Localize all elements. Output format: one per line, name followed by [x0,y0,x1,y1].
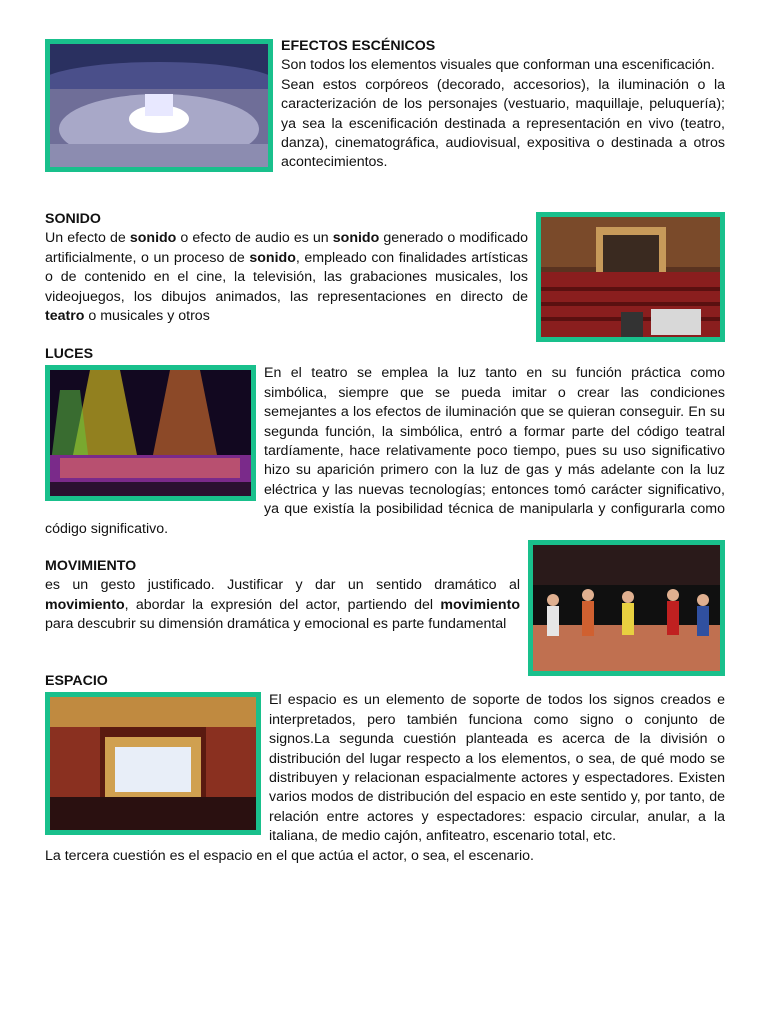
theater-hall-image [536,212,725,342]
movimiento-bold-2: movimiento [440,596,520,613]
movimiento-text-3: para descubrir su dimensión dramática y emocional es parte fundamental [45,616,507,633]
section-efectos [45,37,725,173]
luces-title: LUCES [45,346,94,362]
sonido-text-2: o efecto de audio es un [176,230,333,247]
stage-lights-image [45,365,256,501]
sonido-text-4: , empleado con finalidades artísticas o de contenido en el cine, la televisión, las grabaciones musicales, los videojuegos, los dibujos animados, las representaciones en directo de [45,249,528,305]
section-movimiento [45,557,725,676]
sonido-text-1: Un efecto de [45,230,130,247]
stadium-concert-image [45,39,273,172]
sonido-text-5: o musicales y otros [84,308,210,325]
sonido-bold-4: teatro [45,308,85,325]
sonido-text-3: generado o modificado artificialmente, o un proceso de [45,230,528,266]
luces-paragraph: En el teatro se emplea la luz tanto en su función práctica como simbólica, siempre que se pueda imitar o crear las condiciones semejantes a los efectos de iluminación que se quieran conseguir. En su segunda función, la simbólica, entró a formar parte del código teatral tardíamente, hace relativamente poco tiempo, pues su uso significativo hizo su aparición primero con la luz de gas y más adelante con la luz eléctrica y las nuevas tecnologías; entonces tomó carácter significativo, ya que existía la posibilidad técnica de manipularla y configurarla como código significativo. [45,365,725,537]
sonido-bold-1: sonido [129,230,177,247]
sonido-title: SONIDO [45,211,101,227]
sonido-bold-3: sonido [249,249,296,266]
section-espacio [45,672,725,866]
espacio-paragraph-2: La tercera cuestión es el espacio en el que actúa el actor, o sea, el escenario. [45,847,534,864]
efectos-paragraph-1: Son todos los elementos visuales que conforman una escenificación. [281,57,715,74]
espacio-title: ESPACIO [45,673,108,689]
section-sonido [45,210,725,342]
efectos-title: EFECTOS ESCÉNICOS [281,38,436,54]
movimiento-text-1: es un gesto justificado. Justificar y dar un sentido dramático al [45,577,520,594]
opera-house-image [45,692,261,835]
section-luces [45,345,725,539]
movimiento-bold-1: movimiento [45,596,125,613]
movimiento-text-2: , abordar la expresión del actor, partiendo del [124,596,441,613]
dancers-image [528,540,725,676]
sonido-bold-2: sonido [332,230,380,247]
movimiento-title: MOVIMIENTO [45,558,137,574]
efectos-paragraph-2: Sean estos corpóreos (decorado, accesorios), la iluminación o la caracterización de los personajes (vestuario, maquillaje, peluquería); ya sea la escenificación destinada a representación en vivo (teatro, danza), cinematográfica, audiovisual, expositiva o destinada a otros acontecimientos. [281,76,725,171]
espacio-paragraph-1: El espacio es un elemento de soporte de todos los signos creados e interpretados, pero también funciona como signo o conjunto de signos.La segunda cuestión planteada es acerca de la división o distribución del lugar respecto a los elementos, o sea, de qué modo se distribuyen y relacionan espacialmente actores y espectadores. Existen varios modos de distribución del espacio en este sentido y, por tanto, de relación entre actores y espectadores: espacio circular, anular, a la italiana, de medio cajón, anfiteatro, escenario total, etc. [269,692,725,845]
